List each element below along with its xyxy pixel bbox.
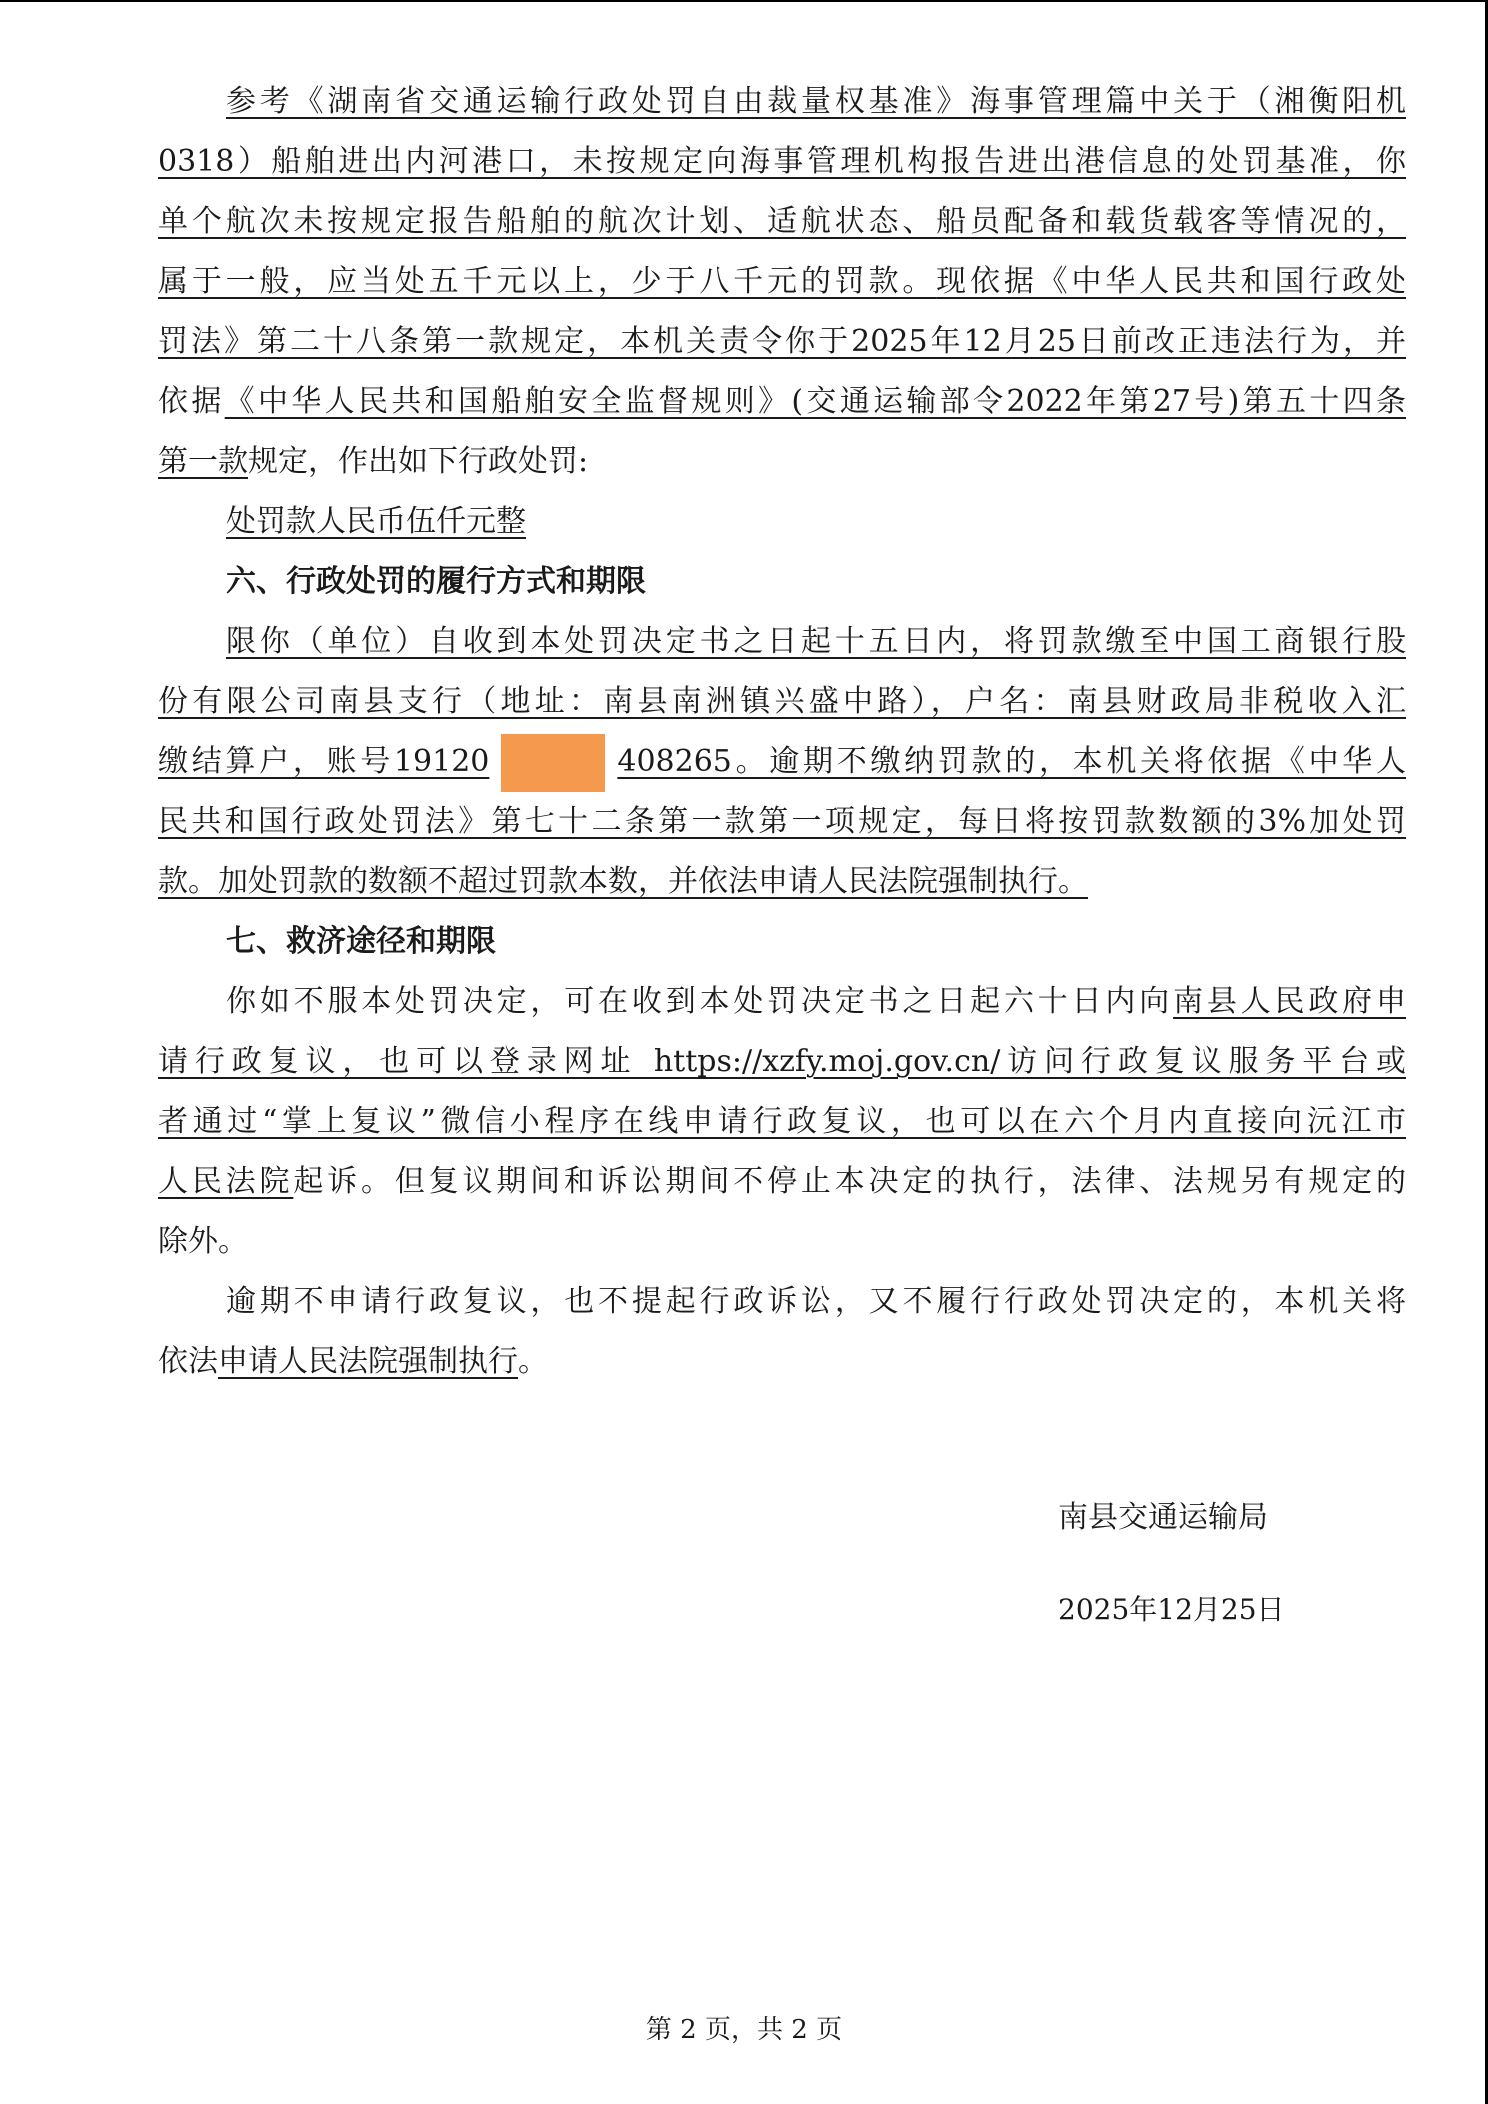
text-run: 者通过“掌上复议”微信小程序在线申请行政复议，也可以在六个月内直接向 — [158, 1104, 1307, 1139]
page-footer: 第 2 页，共 2 页 — [645, 2015, 843, 2045]
paragraph1-line7 — [158, 432, 1406, 492]
text-run: 份有限公司南县支行（地址：南县南洲镇兴盛中路），户名：南县财政局非税收入汇 — [158, 684, 1406, 719]
text-run: 0318）船舶进出内河港口，未按规定向海事管理机构报告进出港信息的处罚基准，你 — [158, 144, 1406, 179]
text-run: 申请人民法院强制执行 — [218, 1344, 518, 1379]
heading-text: 六、行政处罚的履行方式和期限 — [226, 564, 646, 599]
text-run: 408265。逾期不缴纳罚款的，本机关将依据《中华人 — [617, 744, 1406, 779]
paragraph1-line6 — [158, 372, 1406, 432]
text-run: 规定，作出如下行政处罚: — [248, 444, 589, 479]
text-run: 请行政复议，也可以登录网址 https://xzfy.moj.gov.cn/访问行政复议服务平台或 — [158, 1044, 1406, 1079]
text-run: 起诉。但复议期间和诉讼期间不停止本决定的执行，法律、法规另有规定的 — [293, 1164, 1407, 1199]
issuing-authority: 南县交通运输局 — [1058, 1500, 1268, 1535]
text-run: 南县人民政府申 — [1173, 984, 1407, 1019]
redaction-block — [501, 734, 605, 792]
text-run: 罚法》第二十八条第一款规定，本机关责令你于2025年12月25日前改正违法行为，并 — [158, 324, 1406, 359]
text-run: 民共和国行政处罚法》第七十二条第一款第一项规定，每日将按罚款数额的3%加处罚 — [158, 804, 1406, 839]
section6-line1 — [158, 612, 1406, 672]
text-run: 依据 — [158, 384, 225, 419]
penalty-text: 处罚款人民币伍仟元整 — [226, 504, 526, 539]
page-border-top — [0, 0, 1488, 2]
paragraph1-line4 — [158, 252, 1406, 312]
paragraph1-line5 — [158, 312, 1406, 372]
text-run: 缴结算户，账号19120 — [158, 744, 490, 779]
section6-line4 — [158, 792, 1406, 852]
paragraph1-line3 — [158, 192, 1406, 252]
section7-line5 — [158, 1212, 1406, 1272]
text-run: 单个航次未按规定报告船舶的航次计划、适航状态、船员配备和载货载客等情况的， — [158, 204, 1406, 239]
section7-line3 — [158, 1092, 1406, 1152]
text-run: 《中华人民共和国船舶安全监督规则》(交通运输部令2022年第27号)第五十四条 — [224, 384, 1406, 419]
text-run: 参考《湖南省交通运输行政处罚自由裁量权基准》海事管理篇中关于（湘衡阳机 — [226, 84, 1406, 119]
section7-line4 — [158, 1152, 1406, 1212]
penalty-line — [158, 492, 1406, 552]
text-run: 沅江市 — [1306, 1104, 1406, 1139]
text-run: 逾期不申请行政复议，也不提起行政诉讼，又不履行行政处罚决定的，本机关将 — [226, 1284, 1406, 1319]
text-run: 人民法院 — [158, 1164, 294, 1199]
text-run: 现依据《中华人民共和国行政处 — [936, 264, 1407, 299]
text-run: 限你（单位）自收到本处罚决定书之日起十五日内，将罚款缴至中国工商银行股 — [226, 624, 1406, 659]
section7-heading — [158, 912, 1406, 972]
section6-line5 — [158, 852, 1406, 912]
text-run: 你如不服本处罚决定，可在收到本处罚决定书之日起六十日内向 — [226, 984, 1174, 1019]
text-run: 除外。 — [158, 1224, 248, 1259]
closing-line2 — [158, 1332, 1406, 1392]
paragraph1-line1 — [158, 72, 1406, 132]
paragraph1-line2 — [158, 132, 1406, 192]
section7-line2 — [158, 1032, 1406, 1092]
closing-line1 — [158, 1272, 1406, 1332]
section6-heading — [158, 552, 1406, 612]
section7-line1 — [158, 972, 1406, 1032]
issue-date: 2025年12月25日 — [1058, 1593, 1285, 1626]
document-body — [158, 72, 1406, 1392]
section6-line2 — [158, 672, 1406, 732]
heading-text: 七、救济途径和期限 — [226, 924, 496, 959]
text-run: 。 — [518, 1344, 548, 1379]
section6-line3 — [158, 732, 1406, 792]
text-run: 款。加处罚款的数额不超过罚款本数，并依法申请人民法院强制执行。 — [158, 864, 1088, 899]
text-run: 属于一般，应当处五千元以上，少于八千元的罚款。 — [158, 264, 937, 299]
text-run: 依法 — [158, 1344, 218, 1379]
text-run: 第一款 — [158, 444, 248, 479]
